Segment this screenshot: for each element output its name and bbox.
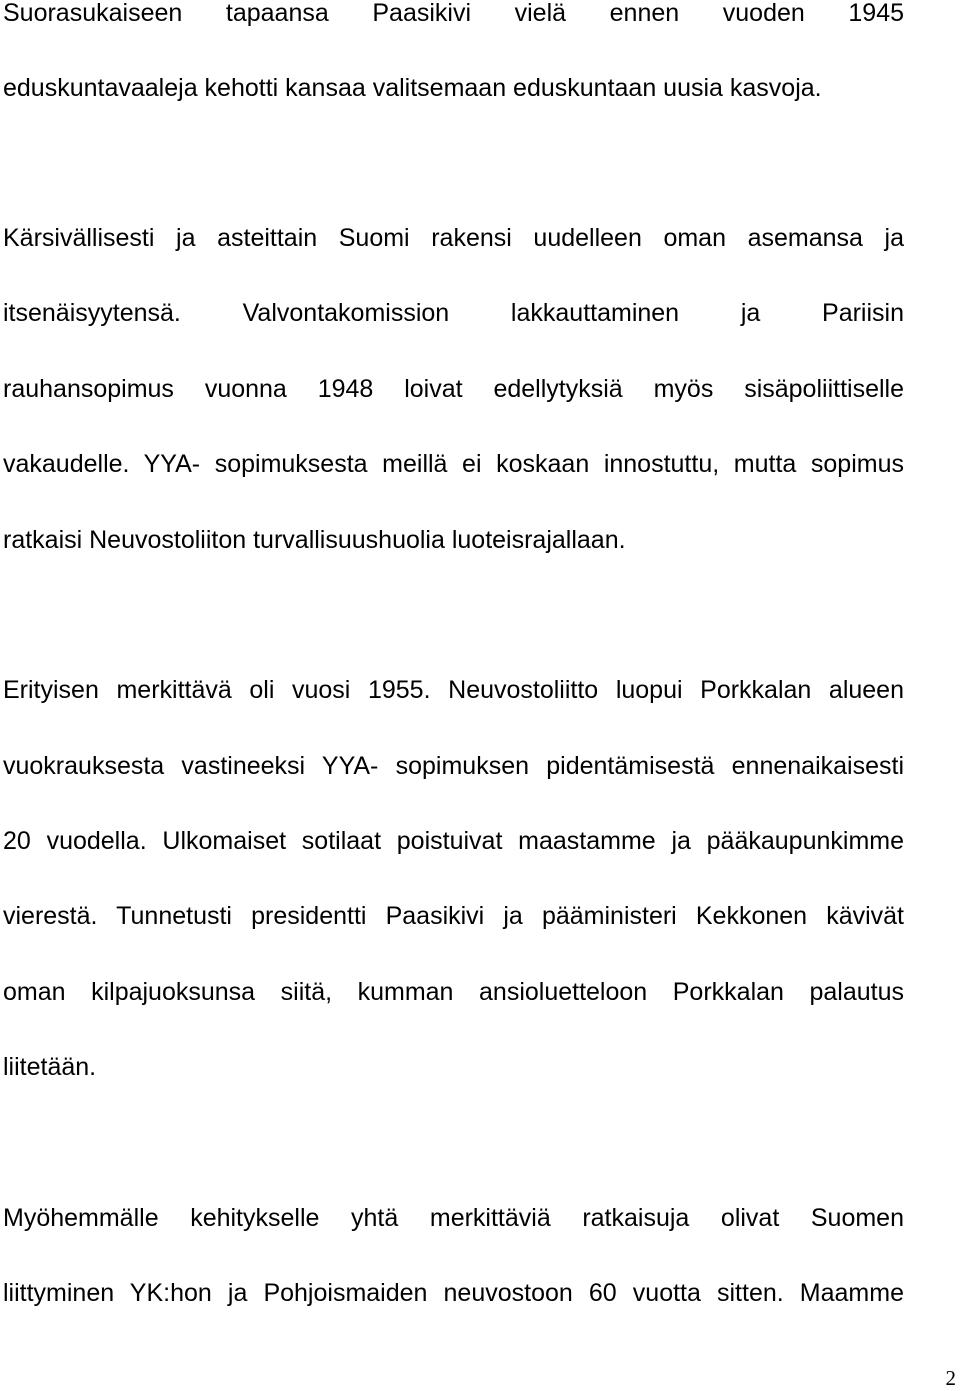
text-line: vierestä. Tunnetusti presidentti Paasikivi ja pääministeri Kekkonen kävivät	[3, 902, 904, 930]
text-line: Myöhemmälle kehitykselle yhtä merkittäviä ratkaisuja olivat Suomen	[3, 1204, 904, 1232]
text-line: rauhansopimus vuonna 1948 loivat edellytyksiä myös sisäpoliittiselle	[3, 375, 904, 403]
text-line: itsenäisyytensä. Valvontakomission lakkauttaminen ja Pariisin	[3, 299, 904, 327]
text-line: Erityisen merkittävä oli vuosi 1955. Neuvostoliitto luopui Porkkalan alueen	[3, 676, 904, 704]
text-line: vakaudelle. YYA- sopimuksesta meillä ei koskaan innostuttu, mutta sopimus	[3, 450, 904, 478]
page-number: 2	[945, 1366, 956, 1390]
text-line: vuokrauksesta vastineeksi YYA- sopimuksen pidentämisestä ennenaikaisesti	[3, 752, 904, 780]
text-line: ratkaisi Neuvostoliiton turvallisuushuolia luoteisrajallaan.	[3, 526, 626, 554]
text-line: liittyminen YK:hon ja Pohjoismaiden neuvostoon 60 vuotta sitten. Maamme	[3, 1279, 904, 1307]
text-line: 20 vuodella. Ulkomaiset sotilaat poistuivat maastamme ja pääkaupunkimme	[3, 827, 904, 855]
text-line: liitetään.	[3, 1053, 97, 1081]
text-line: Suorasukaiseen tapaansa Paasikivi vielä ennen vuoden 1945	[3, 0, 904, 27]
text-line: oman kilpajuoksunsa siitä, kumman ansioluetteloon Porkkalan palautus	[3, 978, 904, 1006]
text-line: eduskuntavaaleja kehotti kansaa valitsemaan eduskuntaan uusia kasvoja.	[3, 74, 822, 102]
text-line: Kärsivällisesti ja asteittain Suomi rakensi uudelleen oman asemansa ja	[3, 224, 904, 252]
